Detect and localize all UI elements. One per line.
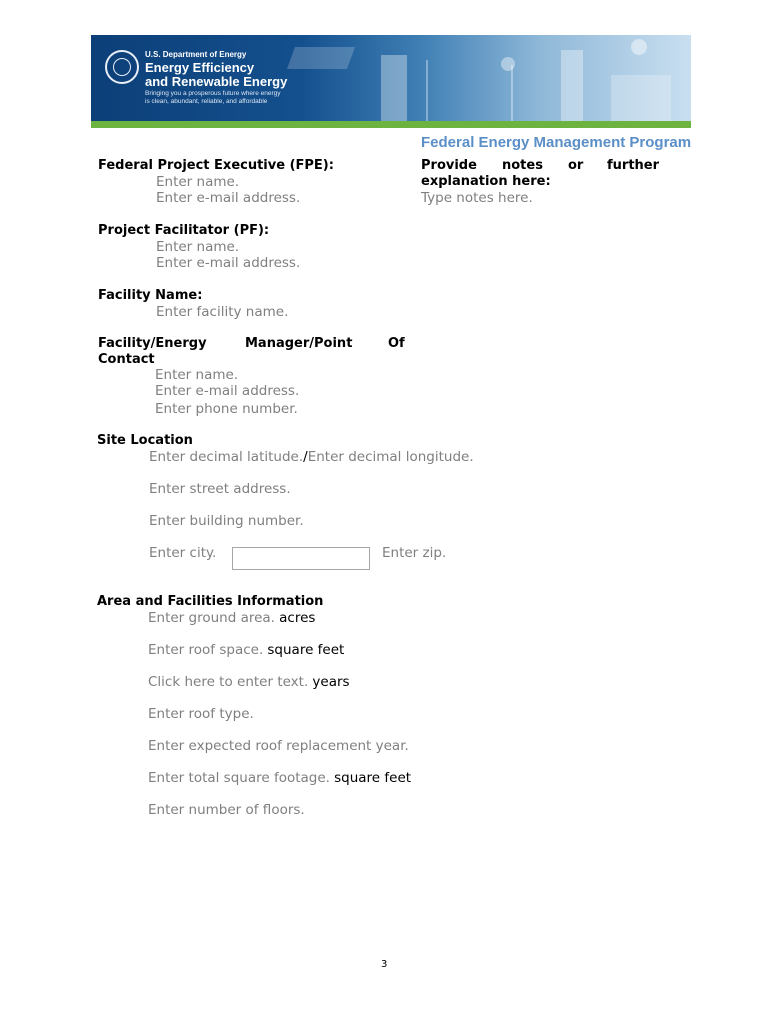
pf-name-field[interactable]: Enter name. (156, 239, 240, 255)
city-field[interactable]: Enter city. (149, 545, 217, 561)
office-name-line1: Energy Efficiency (145, 60, 255, 75)
contact-phone-field[interactable]: Enter phone number. (155, 401, 298, 417)
contact-label-word: Manager/Point (245, 336, 353, 351)
tagline-line1: Bringing you a prosperous future where energy (145, 90, 281, 97)
roof-replacement-year-field[interactable]: Enter expected roof replacement year. (148, 738, 409, 754)
facility-name-label: Facility Name: (98, 288, 203, 303)
wind-turbine-graphic (426, 60, 428, 122)
page-number: 3 (381, 959, 388, 970)
doe-seal-icon (105, 50, 139, 84)
square-footage-field[interactable]: Enter total square footage. (148, 770, 330, 786)
contact-label-line2: Contact (98, 352, 155, 367)
dept-name: U.S. Department of Energy (145, 50, 247, 59)
latlon-row (149, 449, 474, 465)
site-location-label: Site Location (97, 433, 193, 448)
ground-area-field[interactable]: Enter ground area. (148, 610, 275, 626)
office-name-line2: and Renewable Energy (145, 74, 288, 89)
program-title: Federal Energy Management Program (421, 134, 692, 151)
latlon-separator: / (303, 449, 308, 465)
contact-label-word: Facility/Energy (98, 336, 207, 351)
years-unit: years (312, 674, 350, 690)
tagline-line2: is clean, abundant, reliable, and affordable (145, 98, 268, 105)
notes-label-word: notes (502, 158, 543, 173)
street-address-field[interactable]: Enter street address. (149, 481, 291, 497)
years-row (148, 674, 350, 690)
state-dropdown[interactable] (232, 547, 370, 570)
ground-area-unit: acres (279, 610, 316, 626)
zip-field[interactable]: Enter zip. (382, 545, 447, 561)
lightbulb-graphic (631, 39, 647, 55)
building-graphic (561, 50, 583, 122)
ground-area-row (148, 610, 315, 626)
fpe-email-field[interactable]: Enter e-mail address. (156, 190, 301, 206)
pf-label: Project Facilitator (PF): (98, 223, 270, 238)
roof-space-field[interactable]: Enter roof space. (148, 642, 264, 658)
notes-label-word: Provide (421, 158, 477, 173)
number-of-floors-field[interactable]: Enter number of floors. (148, 802, 305, 818)
square-footage-unit: square feet (334, 770, 412, 786)
area-section-label: Area and Facilities Information (97, 594, 324, 609)
square-footage-row (148, 770, 411, 786)
building-graphic (611, 75, 671, 122)
building-graphic (381, 55, 407, 122)
solar-panel-graphic (287, 47, 355, 69)
fpe-name-field[interactable]: Enter name. (156, 174, 240, 190)
building-number-field[interactable]: Enter building number. (149, 513, 304, 529)
lightbulb-graphic (501, 57, 515, 71)
notes-field[interactable]: Type notes here. (421, 190, 533, 206)
roof-space-unit: square feet (267, 642, 345, 658)
notes-label-line2: explanation here: (421, 174, 551, 189)
facility-name-field[interactable]: Enter facility name. (156, 304, 289, 320)
fpe-label: Federal Project Executive (FPE): (98, 158, 334, 173)
pf-email-field[interactable]: Enter e-mail address. (156, 255, 301, 271)
contact-label-word: Of (388, 336, 405, 351)
contact-name-field[interactable]: Enter name. (155, 367, 239, 383)
roof-space-row (148, 642, 344, 658)
header-green-bar (91, 121, 691, 128)
contact-email-field[interactable]: Enter e-mail address. (155, 383, 300, 399)
notes-label-word: or (568, 158, 584, 173)
longitude-field[interactable]: Enter decimal longitude. (307, 449, 474, 465)
years-field[interactable]: Click here to enter text. (148, 674, 309, 690)
latitude-field[interactable]: Enter decimal latitude. (149, 449, 304, 465)
notes-label-word: further (607, 158, 660, 173)
wind-turbine-graphic (511, 65, 513, 122)
roof-type-field[interactable]: Enter roof type. (148, 706, 254, 722)
header-banner (91, 35, 691, 122)
